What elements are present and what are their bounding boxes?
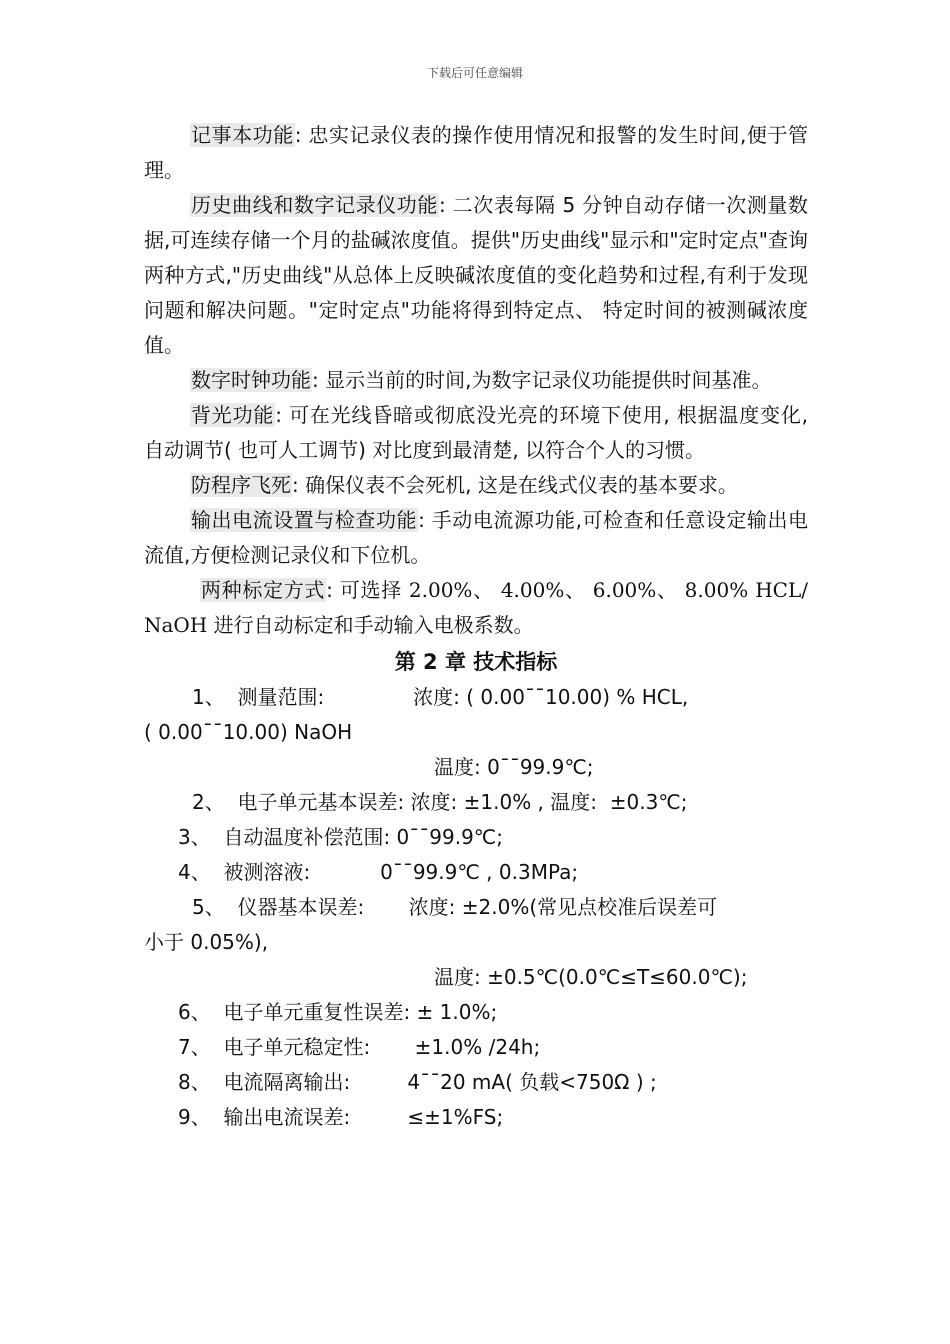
feature-separator: :	[312, 368, 326, 392]
feature-term: 防程序飞死	[191, 473, 291, 497]
feature-paragraph	[144, 573, 808, 643]
feature-separator: :	[326, 578, 340, 602]
feature-term: 两种标定方式	[201, 578, 326, 602]
spec-item-3: 3、 自动温度补偿范围: 0¯¯99.9℃;	[178, 825, 503, 849]
spec-item-7: 7、 电子单元稳定性: ±1.0% /24h;	[178, 1035, 541, 1059]
feature-separator: :	[438, 193, 453, 217]
feature-separator: :	[292, 473, 306, 497]
feature-text: 确保仪表不会死机, 这是在线式仪表的基本要求。	[305, 473, 738, 497]
feature-term: 输出电流设置与检查功能	[191, 508, 418, 532]
feature-text: 二次表每隔 5 分钟自动存储一次测量数据,可连续存储一个月的盐碱浓度值。提供"历史曲线"显示和"定时定点"查询两种方式,"历史曲线"从总体上反映碱浓度值的变化趋势和过程,有利于发现问题和解决问题。"定时定点"功能将得到特定点、 特定时间的被测碱浓度值。	[144, 193, 808, 357]
spec-item-1: 1、 测量范围: 浓度: ( 0.00¯¯10.00) % HCL,	[192, 685, 689, 709]
feature-separator: :	[294, 123, 309, 147]
feature-paragraph	[144, 468, 808, 503]
page-header: 下载后可任意编辑	[426, 66, 523, 80]
feature-paragraph	[144, 398, 808, 468]
feature-text: 忠实记录仪表的操作使用情况和报警的发生时间,便于管理。	[144, 123, 809, 182]
spec-item-2: 2、 电子单元基本误差: 浓度: ±1.0% , 温度: ±0.3℃;	[192, 790, 688, 814]
spec-item-1-temperature: 温度: 0¯¯99.9℃;	[434, 755, 594, 779]
feature-paragraph	[144, 503, 808, 573]
spec-item-9: 9、 输出电流误差: ≤±1%FS;	[178, 1105, 504, 1129]
spec-item-5: 5、 仪器基本误差: 浓度: ±2.0%(常见点校准后误差可	[192, 895, 718, 919]
spec-item-1-continued: ( 0.00¯¯10.00) NaOH	[144, 720, 353, 744]
feature-paragraph	[144, 118, 808, 188]
feature-text: 可选择 2.00%、 4.00%、 6.00%、 8.00% HCL/NaOH 进行自动标定和手动输入电极系数。	[144, 578, 808, 637]
feature-term: 数字时钟功能	[191, 368, 311, 392]
feature-term: 记事本功能	[191, 123, 294, 147]
feature-text: 显示当前的时间,为数字记录仪功能提供时间基准。	[325, 368, 772, 392]
spec-item-4: 4、 被测溶液: 0¯¯99.9℃ , 0.3MPa;	[178, 860, 579, 884]
feature-separator: :	[275, 403, 290, 427]
feature-text: 手动电流源功能,可检查和任意设定输出电流值,方便检测记录仪和下位机。	[144, 508, 808, 567]
spec-item-5-continued: 小于 0.05%),	[144, 930, 269, 954]
document-body	[144, 118, 808, 1135]
spec-item-6: 6、 电子单元重复性误差: ± 1.0%;	[178, 1000, 498, 1024]
spec-item-8: 8、 电流隔离输出: 4¯¯20 mA( 负载<750Ω ) ;	[178, 1070, 657, 1094]
feature-text: 可在光线昏暗或彻底没光亮的环境下使用, 根据温度变化, 自动调节( 也可人工调节) 对比度到最清楚, 以符合个人的习惯。	[144, 403, 808, 462]
feature-paragraph	[144, 188, 808, 363]
feature-separator: :	[418, 508, 432, 532]
feature-paragraph	[144, 363, 808, 398]
feature-term: 背光功能	[191, 403, 275, 427]
chapter-title: 第 2 章 技术指标	[394, 650, 558, 674]
feature-term: 历史曲线和数字记录仪功能	[191, 193, 438, 217]
spec-item-5-temperature: 温度: ±0.5℃(0.0℃≤T≤60.0℃);	[434, 965, 748, 989]
